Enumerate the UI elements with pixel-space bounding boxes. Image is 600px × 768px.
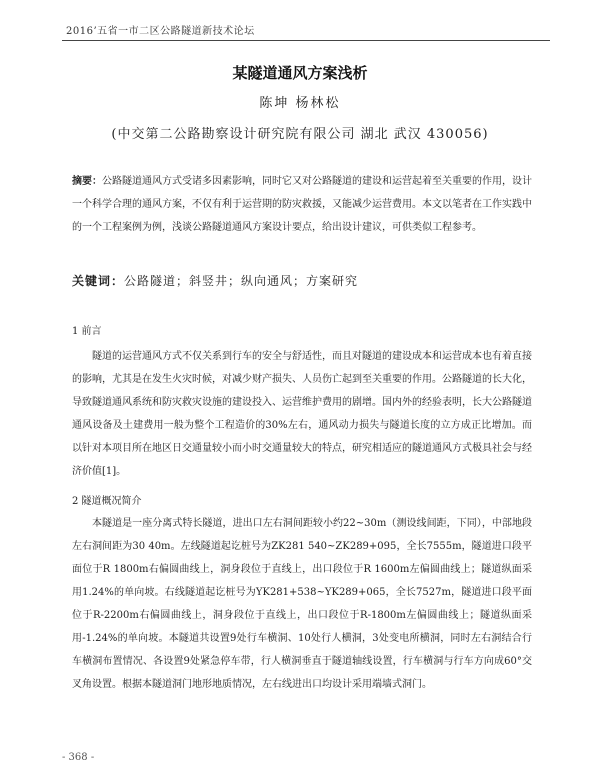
keywords-text: 公路隧道；斜竖井；纵向通风；方案研究 xyxy=(124,274,359,288)
section-body-overview: 本隧道是一座分离式特长隧道，进出口左右洞间距较小约22~30m（测设线间距，下同），中部地段左右洞间距为30 40m。左线隧道起讫桩号为ZK281 540~ZK289+095，全长7555m，隧道进口段平面位于R 1800m右偏圆曲线上，洞身段位于直线上，出口段位于R 1600m左偏圆曲线上；隧道纵面采用1.24%的单向坡。右线隧道起讫桩号为YK281+538~YK289+065，全长7527m，隧道进口段平面位于R-2200m右偏圆曲线上，洞身段位于直线上，出口段位于R-1800m左偏圆曲线上；隧道纵面采用-1.24%的单向坡。本隧道共设置9处行车横洞、10处行人横洞，3处变电所横洞，同时左右洞结合行车横洞布置情况、各设置9处紧急停车带，行人横洞垂直于隧道轴线设置，行车横洞与行车方向成60°交叉角设置。根据本隧道洞门地形地质情况，左右线进出口均设计采用端墙式洞门。 xyxy=(72,518,532,690)
section-heading-overview: 2 隧道概况简介 xyxy=(72,496,142,507)
section-body-intro: 隧道的运营通风方式不仅关系到行车的安全与舒适性，而且对隧道的建设成本和运营成本也有着直接的影响，尤其是在发生火灾时候，对减少财产损失、人员伤亡起到至关重要的作用。公路隧道的长大化，导致隧道通风系统和防灾救灾设施的建设投入、运营维护费用的剧增。国内外的经验表明，长大公路隧道通风设备及土建费用一般为整个工程造价的30%左右，通风动力损失与隧道长度的立方成正比增加。而以针对本项目所在地区日交通量较小而小时交通量较大的特点，研究相适应的隧道通风方式极具社会与经济价值[1]。 xyxy=(72,351,532,477)
paper-affiliation: (中交第二公路勘察设计研究院有限公司 湖北 武汉 430056) xyxy=(111,127,489,142)
keywords-label: 关键词： xyxy=(72,274,125,288)
paper-authors: 陈坤 杨林松 xyxy=(259,96,341,111)
page-number: - 368 - xyxy=(62,752,95,763)
abstract-label: 摘要： xyxy=(72,176,102,187)
paper-title: 某隧道通风方案浅析 xyxy=(232,64,368,82)
running-head: 2016’五省一市二区公路隧道新技术论坛 xyxy=(66,26,255,37)
keywords xyxy=(72,272,532,289)
section-heading-intro: 1 前言 xyxy=(72,326,102,337)
header-rule xyxy=(62,40,550,41)
abstract-text: 公路隧道通风方式受诸多因素影响，同时它又对公路隧道的建设和运营起着至关重要的作用，设计一个科学合理的通风方案，不仅有利于运营期的防灾救援，又能减少运营费用。本文以笔者在工作实践中的一个工程案例为例，浅谈公路隧道通风方案设计要点，给出设计建议，可供类似工程参考。 xyxy=(72,176,532,233)
abstract xyxy=(72,170,532,239)
